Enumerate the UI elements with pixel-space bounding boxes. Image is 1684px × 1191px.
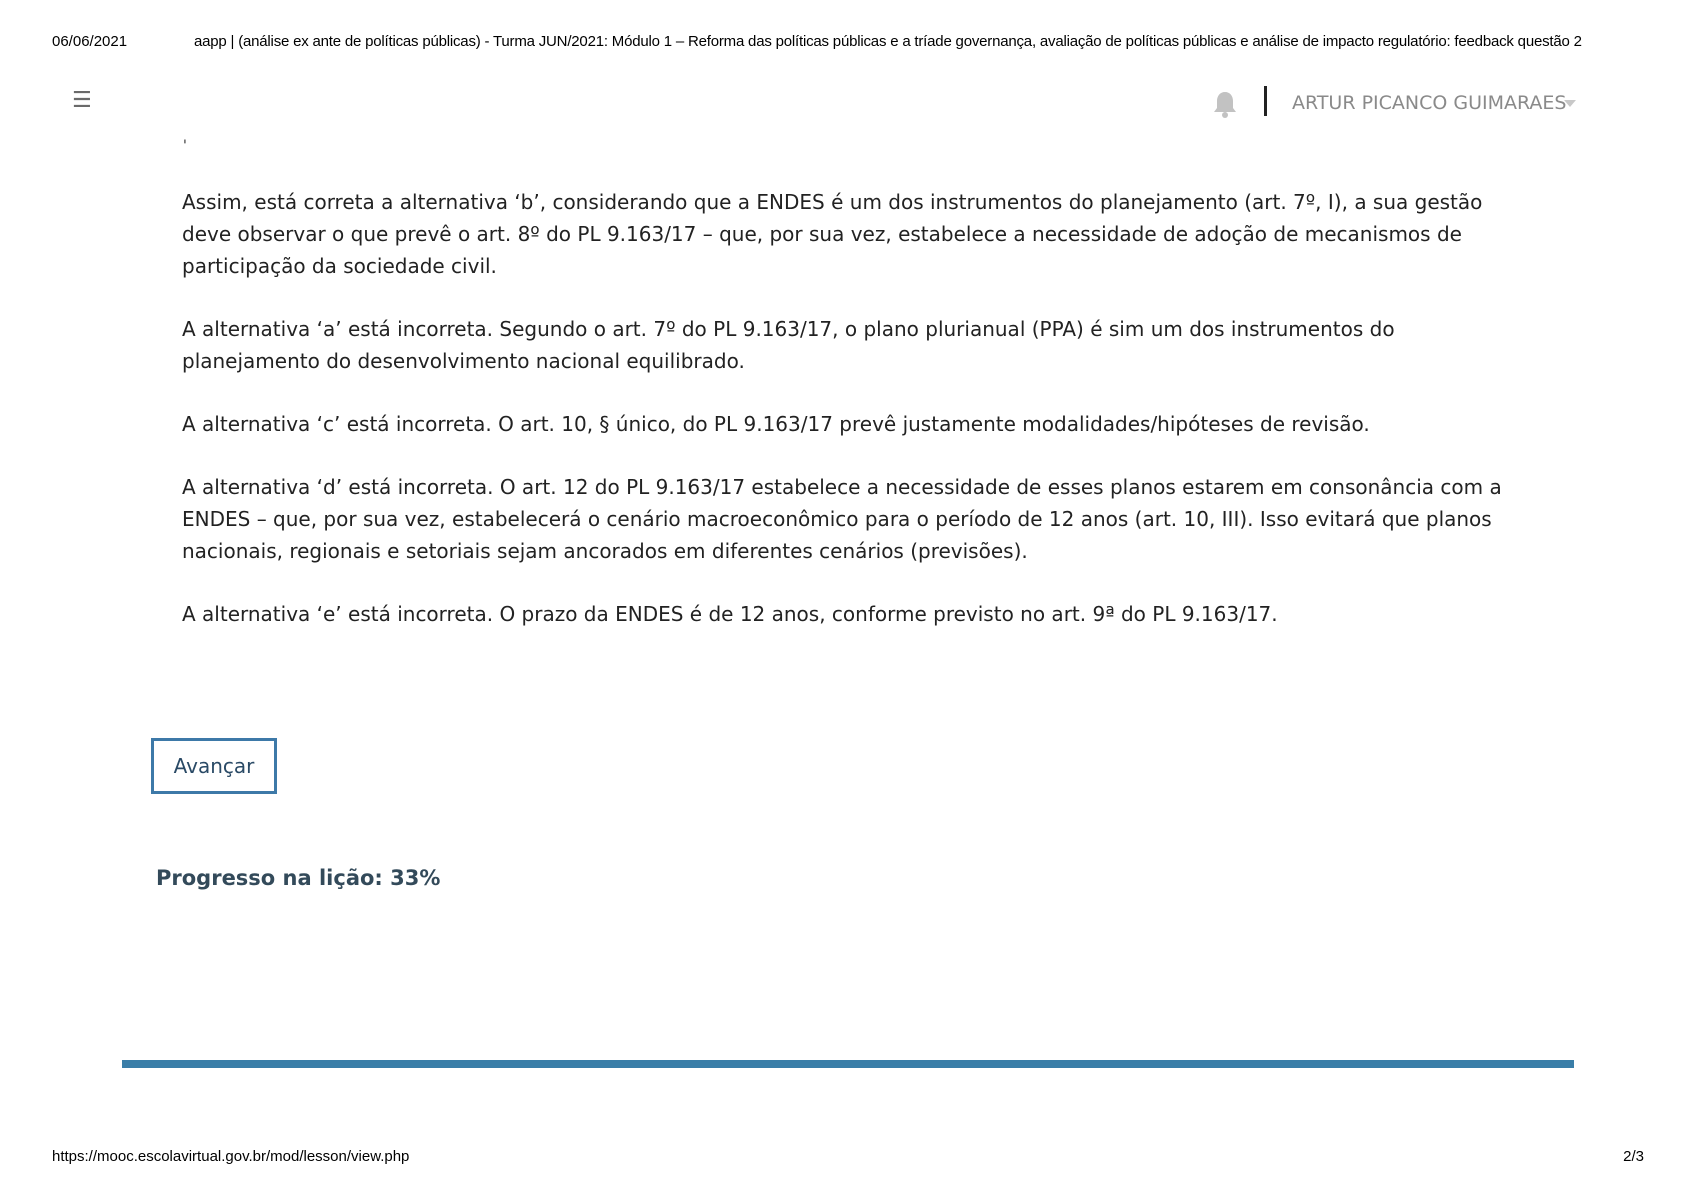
- feedback-paragraph: A alternativa ‘c’ está incorreta. O art. 10, § único, do PL 9.163/17 prevê justamente modalidades/hipóteses de revisão.: [182, 412, 1370, 436]
- stray-mark: ': [183, 138, 187, 154]
- bell-icon[interactable]: [1212, 90, 1238, 118]
- caret-down-icon[interactable]: [1564, 100, 1576, 107]
- footer-accent-bar: [122, 1060, 1574, 1068]
- feedback-paragraph: A alternativa ‘a’ está incorreta. Segundo o art. 7º do PL 9.163/17, o plano plurianual (PPA) é sim um dos instrumentos do planejamento do desenvolvimento nacional equilibrado.: [182, 317, 1395, 373]
- navbar-divider: [1264, 86, 1267, 116]
- hamburger-menu-icon[interactable]: ☰: [72, 88, 92, 113]
- feedback-content: [182, 186, 1512, 661]
- print-page-title: aapp | (análise ex ante de políticas públicas) - Turma JUN/2021: Módulo 1 – Reforma das políticas públicas e a tríade governança, avaliação de políticas públicas e análise de impacto regulatório: feedback questão 2: [194, 33, 1582, 50]
- feedback-paragraph: A alternativa ‘d’ está incorreta. O art. 12 do PL 9.163/17 estabelece a necessidade de esses planos estarem em consonância com a ENDES – que, por sua vez, estabelecerá o cenário macroeconômico para o período de 12 anos (art. 10, III). Isso evitará que planos nacionais, regionais e setoriais sejam ancorados em diferentes cenários (previsões).: [182, 475, 1502, 563]
- feedback-paragraph: Assim, está correta a alternativa ‘b’, considerando que a ENDES é um dos instrumentos do planejamento (art. 7º, I), a sua gestão deve observar o que prevê o art. 8º do PL 9.163/17 – que, por sua vez, estabelece a necessidade de adoção de mecanismos de participação da sociedade civil.: [182, 190, 1483, 278]
- print-url: https://mooc.escolavirtual.gov.br/mod/lesson/view.php: [52, 1148, 410, 1165]
- next-button[interactable]: Avançar: [151, 738, 277, 794]
- print-page-number: 2/3: [1623, 1148, 1644, 1165]
- print-header: [52, 33, 1644, 53]
- lesson-progress: Progresso na lição: 33%: [156, 866, 441, 890]
- top-navbar: [0, 80, 1684, 130]
- print-date: 06/06/2021: [52, 33, 128, 50]
- user-menu-name[interactable]: ARTUR PICANCO GUIMARAES: [1292, 92, 1567, 114]
- print-footer: [52, 1148, 1644, 1168]
- feedback-paragraph: A alternativa ‘e’ está incorreta. O prazo da ENDES é de 12 anos, conforme previsto no art. 9ª do PL 9.163/17.: [182, 602, 1278, 626]
